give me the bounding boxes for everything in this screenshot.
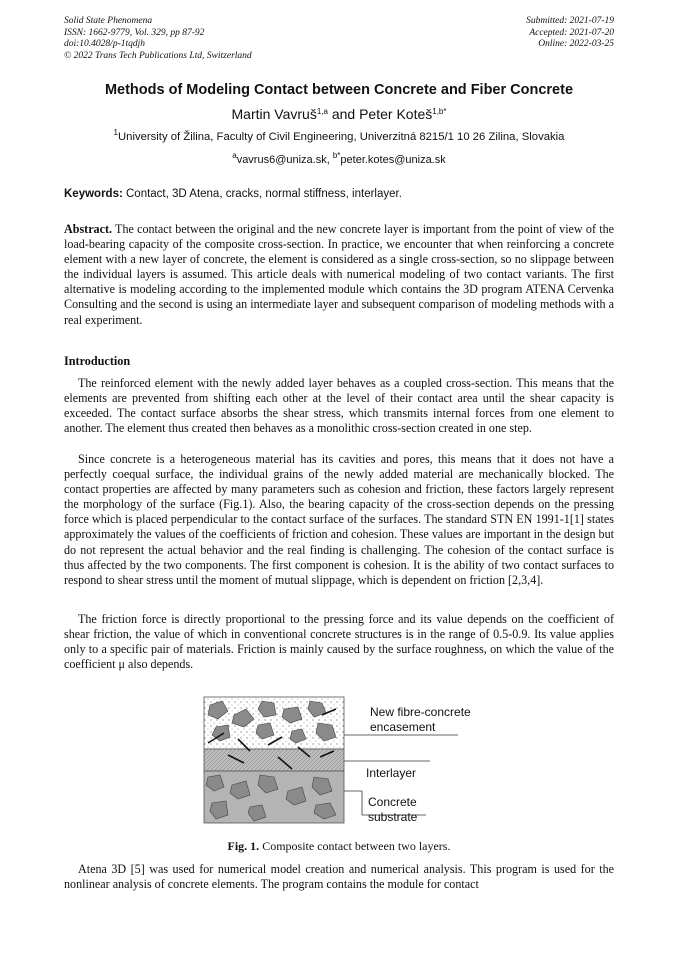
abstract-text: The contact between the original and the new concrete layer is important from the point of view of the load-bearing capacity of the composite cross-section. In practice, we encounter that when reinforcing a concrete element with a new layer of concrete, the element is considered as a single cross-section, so no slippage between the individual layers is assumed. This article deals with numerical modeling of two contact variants. The first alternative is modeling according to the implemented module which contains the 3D program ATENA Cervenka Consulting and the second is using an intermediate layer and subsequent comparison of modeling methods with a real experiment. (64, 222, 614, 327)
abstract (64, 222, 614, 328)
submitted-date: Submitted: 2021-07-19 (526, 16, 614, 26)
dates-header (526, 16, 614, 51)
intro-paragraph-2: Since concrete is a heterogeneous material has its cavities and pores, this means that it does not have a perfectly coequal surface, the individual grains of the newly added material are mechanically blocked. The contact properties are affected by many parameters such as cohesion and friction, these factors largely represent the morphology of the surface (Fig.1). Also, the bearing capacity of the cross-section depends on the pressing force which is placed perpendicular to the contact surface of the surfaces. The standard STN EN 1991-1[1] states approximately the values of the coefficients of friction and cohesion. These values are important in the design but do not represent the actual behavior and the real finding is challenging. The cohesion of the contact surface is thus affected by the two components. The first component is cohesion. It is the ability of two contact surfaces to respond to shear stress until the moment of mutual slippage, which is dependent on friction [2,3,4]. (64, 452, 614, 587)
label-fibre-concrete-1: New fibre-concrete (370, 705, 471, 719)
online-date: Online: 2022-03-25 (538, 39, 614, 49)
email-a: vavrus6@uniza.sk, (236, 154, 333, 166)
journal-name: Solid State Phenomena (64, 16, 153, 26)
journal-header (64, 16, 252, 62)
issn: ISSN: 1662-9779, Vol. 329, pp 87-92 (64, 27, 205, 38)
label-interlayer: Interlayer (366, 766, 417, 780)
interlayer-band (204, 749, 344, 771)
label-substrate-2: substrate (368, 810, 418, 824)
paper-title: Methods of Modeling Contact between Concrete and Fiber Concrete (104, 82, 574, 98)
body-paragraph: Atena 3D [5] was used for numerical model creation and numerical analysis. This program is used for the nonlinear analysis of concrete elements. The program contains the module for contact (64, 862, 614, 892)
author-1-sup: 1,a (316, 107, 328, 116)
emails (0, 151, 678, 166)
author-1: Martin Vavruš (231, 106, 317, 122)
intro-paragraph-1: The reinforced element with the newly added layer behaves as a coupled cross-section. This means that the elements are prevented from shifting each other at the level of their contact area until the shear capacity is exceeded. The contact surface absorbs the shear stress, which transmits internal forces from one element to another. The element thus created then behaves as a monolithic cross-section created in one step. (64, 376, 614, 436)
figure-caption-label: Fig. 1. (227, 839, 260, 853)
figure-caption-text: Composite contact between two layers. (259, 839, 451, 853)
affiliation-text: University of Žilina, Faculty of Civil Engineering, Univerzitná 8215/1 10 26 Zilina, Slovakia (118, 131, 565, 143)
doi: doi:10.4028/p-1tqdjh (64, 39, 146, 49)
accepted-date: Accepted: 2021-07-20 (529, 27, 614, 38)
authors (0, 106, 678, 122)
label-substrate (368, 795, 417, 825)
authors-and: and (327, 106, 360, 122)
introduction-heading: Introduction (64, 354, 131, 368)
email-b-sup: b* (332, 151, 341, 160)
figure-1 (198, 695, 480, 827)
label-fibre-concrete (370, 705, 471, 735)
email-a-sup: a (232, 151, 237, 160)
affiliation-sup: 1 (113, 128, 118, 137)
keywords-label: Keywords: (64, 188, 123, 200)
label-substrate-1: Concrete (368, 795, 417, 809)
affiliation (0, 128, 678, 143)
author-2: Peter Koteš (359, 106, 433, 122)
email-b: peter.kotes@uniza.sk (340, 154, 446, 166)
copyright: © 2022 Trans Tech Publications Ltd, Switzerland (64, 50, 252, 61)
keywords-text: Contact, 3D Atena, cracks, normal stiffness, interlayer. (122, 188, 402, 200)
intro-paragraph-3: The friction force is directly proportional to the pressing force and its value depends on the coefficient of shear friction, the value of which in conventional concrete structures is in the range of 0.5-0.9. Its value applies only to a specific pair of materials. Friction is mainly caused by the surface roughness, on which the value of the coefficient μ also depends. (64, 612, 614, 672)
label-fibre-concrete-2: encasement (370, 720, 436, 734)
abstract-label: Abstract. (64, 222, 113, 236)
keywords (64, 188, 616, 200)
figure-caption (0, 839, 678, 854)
author-2-sup: 1,b* (432, 107, 447, 116)
